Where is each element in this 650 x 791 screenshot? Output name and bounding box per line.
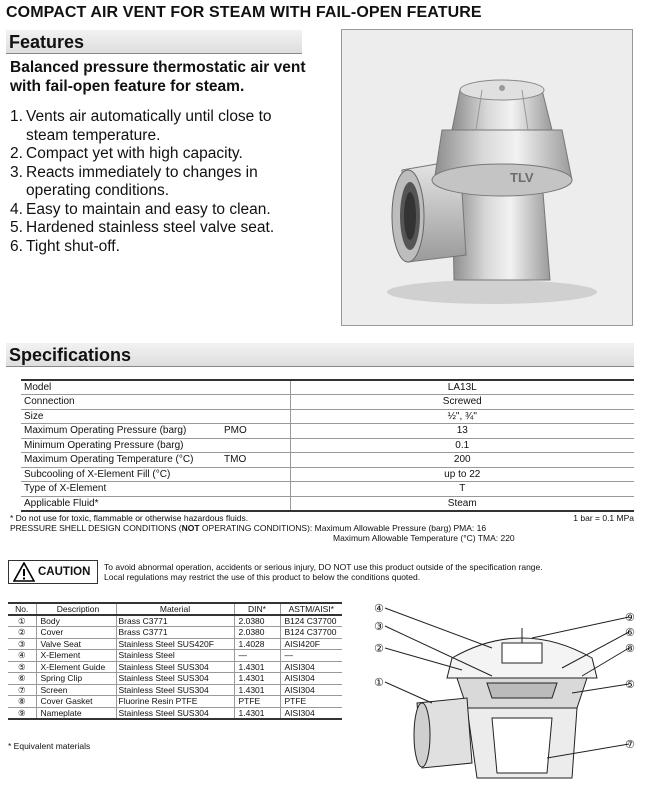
table-row bbox=[21, 409, 634, 424]
spec-label: Applicable Fluid* bbox=[21, 496, 221, 511]
item-text: Easy to maintain and easy to clean. bbox=[26, 200, 271, 218]
header-description: Description bbox=[36, 603, 116, 615]
specifications-table bbox=[21, 379, 634, 512]
callout-3: ③ bbox=[374, 620, 384, 633]
part-description: Spring Clip bbox=[36, 673, 116, 685]
spec-label: Maximum Operating Pressure (barg) bbox=[21, 424, 221, 439]
spec-label: Minimum Operating Pressure (barg) bbox=[21, 438, 221, 453]
part-astm: AISI304 bbox=[280, 684, 342, 696]
table-row bbox=[21, 380, 634, 395]
part-astm: PTFE bbox=[280, 696, 342, 708]
table-row bbox=[8, 673, 342, 685]
item-number: 2. bbox=[10, 145, 23, 162]
part-material: Brass C3771 bbox=[116, 627, 234, 639]
item-number: 5. bbox=[10, 219, 23, 236]
part-din: 1.4301 bbox=[234, 661, 280, 673]
parts-table bbox=[8, 602, 342, 720]
item-text: Compact yet with high capacity. bbox=[26, 145, 243, 162]
part-din: 1.4301 bbox=[234, 707, 280, 719]
part-no: ③ bbox=[8, 638, 36, 650]
table-row bbox=[8, 661, 342, 673]
unit-note: 1 bar = 0.1 MPa bbox=[573, 513, 634, 523]
callout-2: ② bbox=[374, 642, 384, 655]
header-no: No. bbox=[8, 603, 36, 615]
part-no: ⑤ bbox=[8, 661, 36, 673]
spec-label: Connection bbox=[21, 395, 221, 410]
callout-1: ① bbox=[374, 676, 384, 689]
spec-value: 200 bbox=[290, 453, 634, 468]
features-heading: Features bbox=[6, 30, 302, 54]
table-row bbox=[8, 638, 342, 650]
item-number: 6. bbox=[10, 237, 23, 255]
callout-6: ⑥ bbox=[625, 626, 635, 639]
table-row bbox=[8, 684, 342, 696]
part-description: Screen bbox=[36, 684, 116, 696]
part-no: ⑧ bbox=[8, 696, 36, 708]
table-row bbox=[8, 627, 342, 639]
table-row bbox=[8, 650, 342, 662]
header-astm: ASTM/AISI* bbox=[280, 603, 342, 615]
spec-symbol bbox=[221, 467, 290, 482]
spec-symbol bbox=[221, 395, 290, 410]
part-description: Valve Seat bbox=[36, 638, 116, 650]
table-header-row bbox=[8, 603, 342, 615]
spec-label: Maximum Operating Temperature (°C) bbox=[21, 453, 221, 468]
part-astm: AISI304 bbox=[280, 673, 342, 685]
spec-value: T bbox=[290, 482, 634, 497]
part-astm: AISI420F bbox=[280, 638, 342, 650]
list-item bbox=[10, 164, 310, 201]
part-astm: B124 C37700 bbox=[280, 615, 342, 627]
caution-line: To avoid abnormal operation, accidents or serious injury, DO NOT use this product outside of the specification range. bbox=[104, 562, 543, 572]
item-text: Tight shut-off. bbox=[26, 237, 120, 255]
part-din: PTFE bbox=[234, 696, 280, 708]
spec-value: 13 bbox=[290, 424, 634, 439]
spec-value: Screwed bbox=[290, 395, 634, 410]
spec-value: ½", ¾" bbox=[290, 409, 634, 424]
table-row bbox=[21, 453, 634, 468]
part-description: X-Element Guide bbox=[36, 661, 116, 673]
caution-line: Local regulations may restrict the use of this product to below the conditions quoted. bbox=[104, 572, 421, 582]
specifications-heading: Specifications bbox=[6, 343, 634, 367]
caution-label: CAUTION bbox=[38, 566, 91, 578]
part-no: ⑦ bbox=[8, 684, 36, 696]
materials-footnote: * Equivalent materials bbox=[8, 741, 91, 751]
list-item bbox=[10, 145, 310, 164]
part-description: Cover bbox=[36, 627, 116, 639]
caution-text bbox=[104, 562, 634, 582]
part-din: 1.4028 bbox=[234, 638, 280, 650]
part-no: ⑨ bbox=[8, 707, 36, 719]
product-photo bbox=[341, 29, 633, 326]
pressure-shell-conditions bbox=[10, 523, 610, 533]
item-number: 4. bbox=[10, 200, 23, 218]
pressure-shell-temperature: Maximum Allowable Temperature (°C) TMA: 220 bbox=[333, 533, 515, 543]
spec-symbol: PMO bbox=[221, 424, 290, 439]
item-number: 1. bbox=[10, 108, 23, 125]
spec-value: 0.1 bbox=[290, 438, 634, 453]
part-din: 2.0380 bbox=[234, 627, 280, 639]
table-row bbox=[21, 424, 634, 439]
spec-value: Steam bbox=[290, 496, 634, 511]
table-row bbox=[8, 707, 342, 719]
part-description: Body bbox=[36, 615, 116, 627]
part-material: Stainless Steel SUS304 bbox=[116, 661, 234, 673]
features-list bbox=[10, 108, 310, 256]
spec-label: Model bbox=[21, 380, 221, 395]
spec-label: Size bbox=[21, 409, 221, 424]
spec-value: up to 22 bbox=[290, 467, 634, 482]
table-row bbox=[21, 496, 634, 511]
item-text: Vents air automatically until close to steam temperature. bbox=[26, 108, 272, 144]
table-row bbox=[21, 482, 634, 497]
list-item bbox=[10, 108, 310, 145]
psdc-pressure: OPERATING CONDITIONS): Maximum Allowable Pressure (barg) PMA: 16 bbox=[199, 523, 487, 533]
part-description: Cover Gasket bbox=[36, 696, 116, 708]
table-row bbox=[21, 438, 634, 453]
item-number: 3. bbox=[10, 163, 23, 181]
part-material: Stainless Steel SUS304 bbox=[116, 707, 234, 719]
part-material: Stainless Steel SUS420F bbox=[116, 638, 234, 650]
part-din: 2.0380 bbox=[234, 615, 280, 627]
spec-symbol bbox=[221, 438, 290, 453]
part-astm: — bbox=[280, 650, 342, 662]
spec-label: Subcooling of X-Element Fill (°C) bbox=[21, 467, 221, 482]
part-material: Fluorine Resin PTFE bbox=[116, 696, 234, 708]
part-din: 1.4301 bbox=[234, 673, 280, 685]
part-material: Stainless Steel SUS304 bbox=[116, 673, 234, 685]
spec-value: LA13L bbox=[290, 380, 634, 395]
part-no: ② bbox=[8, 627, 36, 639]
table-row bbox=[8, 696, 342, 708]
callout-5: ⑤ bbox=[625, 678, 635, 691]
part-din: — bbox=[234, 650, 280, 662]
spec-symbol bbox=[221, 496, 290, 511]
part-astm: AISI304 bbox=[280, 661, 342, 673]
table-row bbox=[21, 395, 634, 410]
header-material: Material bbox=[116, 603, 234, 615]
list-item bbox=[10, 238, 310, 257]
warning-triangle-icon bbox=[13, 562, 35, 582]
part-no: ⑥ bbox=[8, 673, 36, 685]
part-no: ① bbox=[8, 615, 36, 627]
item-text: Hardened stainless steel valve seat. bbox=[26, 219, 275, 236]
part-no: ④ bbox=[8, 650, 36, 662]
features-subtitle: Balanced pressure thermostatic air vent with fail-open feature for steam. bbox=[10, 59, 306, 95]
page-title: COMPACT AIR VENT FOR STEAM WITH FAIL-OPEN FEATURE bbox=[6, 4, 482, 21]
air-vent-photo-illustration bbox=[342, 30, 632, 325]
callout-8: ⑧ bbox=[625, 642, 635, 655]
callout-4: ④ bbox=[374, 602, 384, 615]
spec-symbol: TMO bbox=[221, 453, 290, 468]
part-description: X-Element bbox=[36, 650, 116, 662]
table-row bbox=[21, 467, 634, 482]
part-description: Nameplate bbox=[36, 707, 116, 719]
caution-badge bbox=[8, 560, 98, 584]
part-material: Stainless Steel SUS304 bbox=[116, 684, 234, 696]
psdc-prefix: PRESSURE SHELL DESIGN CONDITIONS ( bbox=[10, 523, 182, 533]
part-material: Brass C3771 bbox=[116, 615, 234, 627]
part-astm: B124 C37700 bbox=[280, 627, 342, 639]
part-din: 1.4301 bbox=[234, 684, 280, 696]
tlv-brand-mark: TLV bbox=[510, 170, 534, 185]
header-din: DIN* bbox=[234, 603, 280, 615]
part-astm: AISI304 bbox=[280, 707, 342, 719]
spec-symbol bbox=[221, 482, 290, 497]
spec-symbol bbox=[221, 409, 290, 424]
psdc-not: NOT bbox=[181, 523, 200, 533]
spec-symbol bbox=[221, 380, 290, 395]
list-item bbox=[10, 219, 310, 238]
part-material: Stainless Steel bbox=[116, 650, 234, 662]
fluid-footnote: * Do not use for toxic, flammable or otherwise hazardous fluids. bbox=[10, 513, 249, 523]
callout-7: ⑦ bbox=[625, 738, 635, 751]
table-row bbox=[8, 615, 342, 627]
callout-9: ⑨ bbox=[625, 611, 635, 624]
item-text: Reacts immediately to changes in operating conditions. bbox=[26, 163, 258, 199]
cross-section-diagram bbox=[372, 598, 642, 788]
list-item bbox=[10, 201, 310, 220]
spec-label: Type of X-Element bbox=[21, 482, 221, 497]
